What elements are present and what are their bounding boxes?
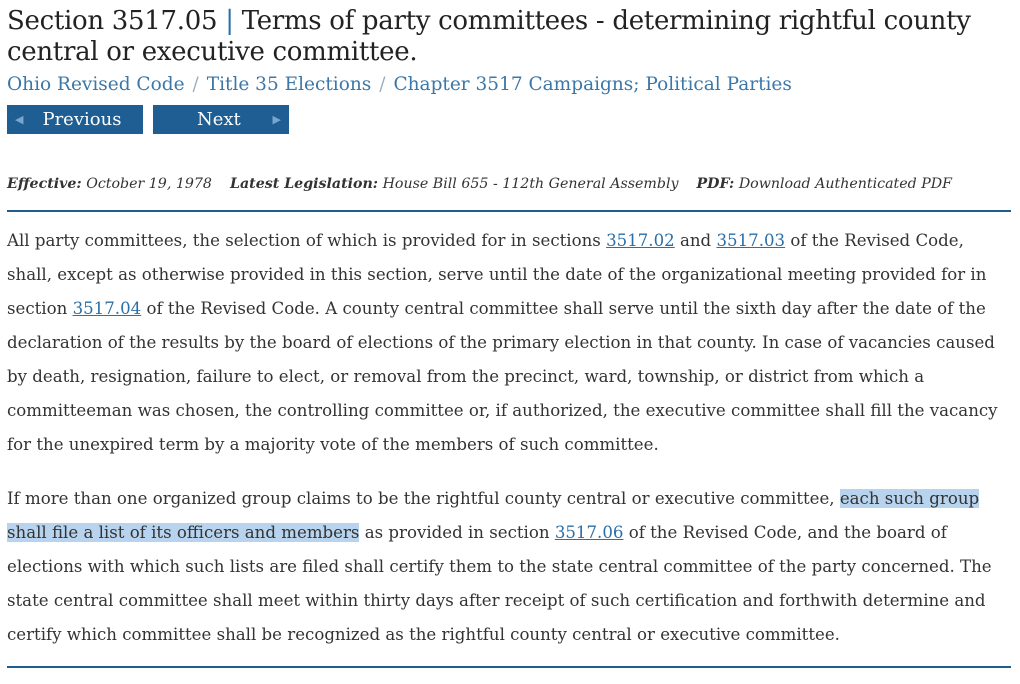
effective-info: [7, 176, 212, 192]
breadcrumb-separator: /: [192, 74, 199, 95]
law-paragraph-2: [7, 482, 1011, 652]
arrow-left-icon: ◀: [15, 113, 24, 126]
next-label: Next: [197, 109, 241, 130]
law-text: as provided in section: [359, 523, 555, 542]
selected-text-highlight[interactable]: each such group shall file a list of its officers and members: [7, 489, 980, 542]
section-link-3517-04[interactable]: 3517.04: [72, 299, 142, 318]
next-button[interactable]: [153, 105, 289, 134]
page-title: [7, 0, 1011, 68]
arrow-right-icon: ▶: [272, 113, 281, 126]
section-nav: [7, 105, 1011, 134]
previous-label: Previous: [42, 109, 122, 130]
breadcrumb-title-35[interactable]: Title 35 Elections: [206, 74, 372, 95]
legislation-label: Latest Legislation:: [229, 176, 379, 192]
breadcrumb-separator: /: [379, 74, 386, 95]
breadcrumb: [7, 72, 1011, 98]
section-number: Section 3517.05: [7, 6, 218, 36]
section-link-3517-02[interactable]: 3517.02: [606, 231, 675, 250]
law-paragraph-1: [7, 224, 1011, 462]
pdf-info: [697, 176, 952, 192]
law-text: of the Revised Code, and the board of elections with which such lists are filed shall certify them to the state central committee of the party concerned. The state central committee shall meet within thirty days after receipt of such certification and forthwith determine and certify which committee shall be recognized as the rightful county central or executive committee.: [7, 523, 992, 644]
pdf-download-link[interactable]: Download Authenticated PDF: [738, 176, 952, 192]
law-text: and: [674, 231, 717, 250]
section-title: Terms of party committees - determining rightful county central or executive committee.: [7, 6, 971, 67]
effective-date: October 19, 1978: [86, 176, 212, 192]
title-separator: |: [225, 6, 234, 36]
breadcrumb-chapter-3517[interactable]: Chapter 3517 Campaigns; Political Parties: [393, 74, 792, 95]
law-text: If more than one organized group claims to be the rightful county central or executive committee,: [7, 489, 840, 508]
section-link-3517-03[interactable]: 3517.03: [716, 231, 786, 250]
legislation-info: [230, 176, 679, 192]
law-text: All party committees, the selection of which is provided for in sections: [7, 231, 607, 250]
effective-label: Effective:: [7, 176, 82, 192]
divider-bottom: [7, 666, 1011, 668]
legislation-value: House Bill 655 - 112th General Assembly: [382, 176, 679, 192]
law-text: of the Revised Code. A county central committee shall serve until the sixth day after the date of the declaration of the results by the board of elections of the primary election in that county. In case of vacancies caused by death, resignation, failure to elect, or removal from the precinct, ward, township, or district from which a committeeman was chosen, the controlling committee or, if authorized, the executive committee shall fill the vacancy for the unexpired term by a majority vote of the members of such committee.: [7, 299, 998, 454]
section-meta: [7, 174, 1011, 194]
page: [7, 0, 1011, 668]
divider-top: [7, 210, 1011, 212]
pdf-label: PDF:: [696, 176, 735, 192]
breadcrumb-ohio-revised-code[interactable]: Ohio Revised Code: [7, 74, 185, 95]
law-text: of the Revised Code, shall, except as otherwise provided in this section, serve until the date of the organizational meeting provided for in section: [7, 231, 987, 318]
section-link-3517-06[interactable]: 3517.06: [554, 523, 624, 542]
previous-button[interactable]: [7, 105, 143, 134]
